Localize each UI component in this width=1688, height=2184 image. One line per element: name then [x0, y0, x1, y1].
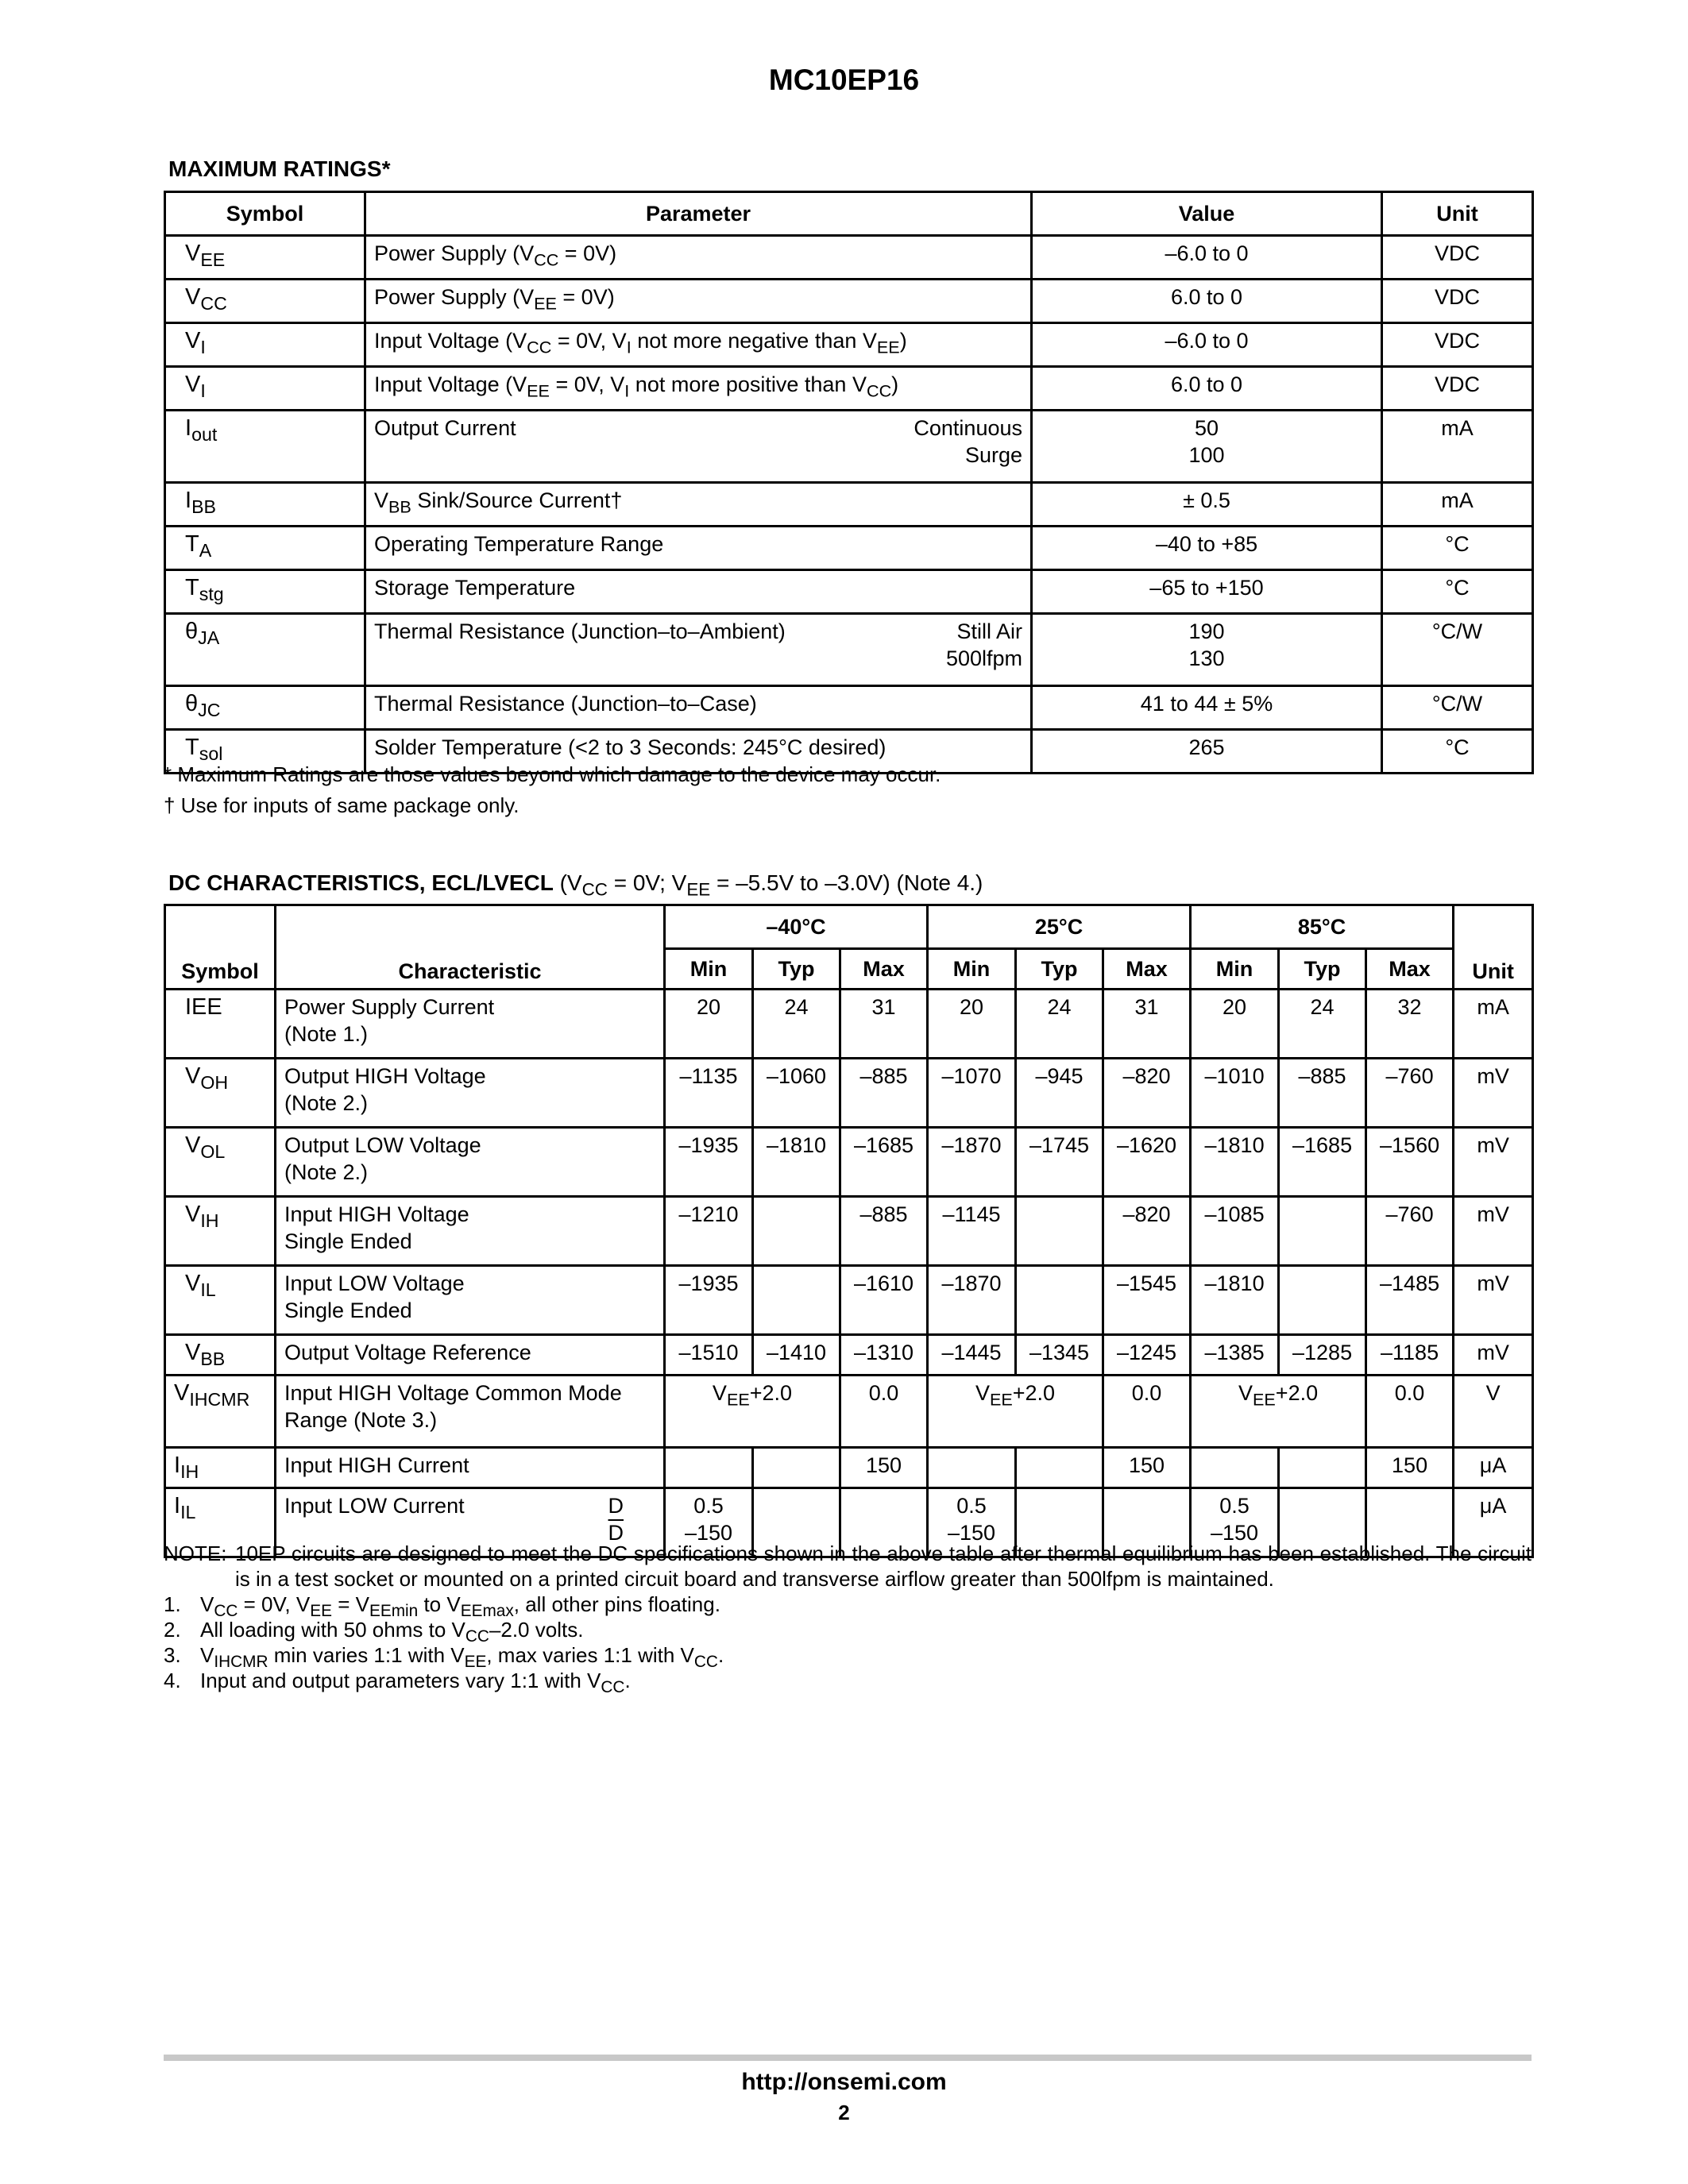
- column-header: Typ: [1016, 949, 1103, 990]
- unit-cell: VDC: [1382, 367, 1533, 411]
- value-cell: –885: [840, 1059, 928, 1128]
- unit-cell: μA: [1454, 1488, 1533, 1557]
- characteristic-cell: Input HIGH Voltage Common Mode Range (Note 3.): [276, 1376, 665, 1448]
- symbol-cell: $T_{sol}$: [165, 730, 365, 774]
- parameter-cell: $V_{BB}$ Sink/Source Current†: [365, 483, 1032, 527]
- column-header: Min: [928, 949, 1016, 990]
- value-cell: –1010: [1191, 1059, 1279, 1128]
- value-cell: –1135: [665, 1059, 753, 1128]
- value-cell: –1810: [1191, 1266, 1279, 1335]
- table-row: [165, 280, 1533, 323]
- value-cell: [753, 1266, 840, 1335]
- table-row: [165, 527, 1533, 570]
- column-header: Parameter: [365, 192, 1032, 236]
- column-header: Symbol: [165, 192, 365, 236]
- value-cell: –1560: [1366, 1128, 1454, 1197]
- value-cell: 0.0: [1366, 1376, 1454, 1448]
- notes-block: [164, 1541, 1532, 1697]
- value-cell: [1191, 1448, 1279, 1488]
- parameter-cell: Thermal Resistance (Junction–to–Ambient) Still Air 500lfpm: [365, 614, 1032, 686]
- value-cell: 31: [1103, 990, 1191, 1059]
- value-cell: –1935: [665, 1266, 753, 1335]
- value-cell: –1545: [1103, 1266, 1191, 1335]
- value-cell: [928, 1448, 1016, 1488]
- value-cell: –1810: [1191, 1128, 1279, 1197]
- value-cell: [665, 1448, 753, 1488]
- page-number: 2: [838, 2101, 850, 2124]
- value-cell: 265: [1032, 730, 1382, 774]
- value-cell: 24: [753, 990, 840, 1059]
- note-general: [164, 1541, 1532, 1592]
- value-cell: $V_{EE}+2.0$: [665, 1376, 840, 1448]
- table-row: [165, 1448, 1533, 1488]
- symbol-cell: $V_I$: [165, 323, 365, 367]
- unit-cell: VDC: [1382, 323, 1533, 367]
- unit-cell: mV: [1454, 1197, 1533, 1266]
- symbol-cell: $V_{OL}$: [165, 1128, 276, 1197]
- symbol-cell: $V_{CC}$: [165, 280, 365, 323]
- table-row: [165, 570, 1533, 614]
- unit-cell: °C/W: [1382, 686, 1533, 730]
- table-row: [165, 1335, 1533, 1376]
- value-cell: 41 to 44 ± 5%: [1032, 686, 1382, 730]
- value-cell: –820: [1103, 1197, 1191, 1266]
- table-row: [165, 1197, 1533, 1266]
- table-row: [165, 1266, 1533, 1335]
- value-cell: 190 130: [1032, 614, 1382, 686]
- column-header: Max: [1366, 949, 1454, 990]
- value-cell: 0.0: [1103, 1376, 1191, 1448]
- unit-cell: μA: [1454, 1448, 1533, 1488]
- value-cell: 150: [840, 1448, 928, 1488]
- unit-cell: mV: [1454, 1059, 1533, 1128]
- value-cell: –1685: [1279, 1128, 1366, 1197]
- value-cell: –1485: [1366, 1266, 1454, 1335]
- value-cell: –1285: [1279, 1335, 1366, 1376]
- column-header: Min: [1191, 949, 1279, 990]
- value-cell: –1445: [928, 1335, 1016, 1376]
- value-cell: –945: [1016, 1059, 1103, 1128]
- characteristic-cell: Output Voltage Reference: [276, 1335, 665, 1376]
- note-3: 3. $V_{IHCMR}$ min varies 1:1 with $V_{EE}$, max varies 1:1 with $V_{CC}$.: [164, 1643, 724, 1672]
- symbol-cell: $V_{IL}$: [165, 1266, 276, 1335]
- value-cell: –885: [1279, 1059, 1366, 1128]
- characteristic-cell: Input LOW Current D $\overline{D}$: [276, 1488, 665, 1557]
- value-cell: –820: [1103, 1059, 1191, 1128]
- parameter-cell: Power Supply $(V_{EE} = 0V)$: [365, 280, 1032, 323]
- value-cell: –1185: [1366, 1335, 1454, 1376]
- column-header: Unit: [1454, 905, 1533, 990]
- value-cell: –1620: [1103, 1128, 1191, 1197]
- column-header: Min: [665, 949, 753, 990]
- value-cell: –1935: [665, 1128, 753, 1197]
- unit-cell: mV: [1454, 1128, 1533, 1197]
- value-cell: –760: [1366, 1059, 1454, 1128]
- value-cell: 6.0 to 0: [1032, 367, 1382, 411]
- value-cell: –1870: [928, 1266, 1016, 1335]
- value-cell: –1385: [1191, 1335, 1279, 1376]
- table-row: [165, 411, 1533, 483]
- symbol-cell: $I_{IH}$: [165, 1448, 276, 1488]
- unit-cell: mV: [1454, 1335, 1533, 1376]
- parameter-cell: Output Current Continuous Surge: [365, 411, 1032, 483]
- parameter-cell: Storage Temperature: [365, 570, 1032, 614]
- temp-header: 85°C: [1191, 905, 1454, 949]
- unit-cell: °C: [1382, 570, 1533, 614]
- value-cell: 24: [1016, 990, 1103, 1059]
- value-cell: [1016, 1266, 1103, 1335]
- unit-cell: V: [1454, 1376, 1533, 1448]
- column-header: Typ: [753, 949, 840, 990]
- dc-characteristics-title: DC CHARACTERISTICS, ECL/LVECL ($V_{CC} = 0V$; $V_{EE} = -5.5V$ to –3.0V) (Note 4.): [168, 870, 983, 900]
- parameter-cell: Power Supply $(V_{CC} = 0V)$: [365, 236, 1032, 280]
- value-cell: 31: [840, 990, 928, 1059]
- value-cell: –1745: [1016, 1128, 1103, 1197]
- dc-characteristics-table: [164, 904, 1534, 1558]
- symbol-cell: $I_{out}$: [165, 411, 365, 483]
- max-ratings-table: [164, 191, 1534, 774]
- symbol-cell: $T_A$: [165, 527, 365, 570]
- value-cell: –1685: [840, 1128, 928, 1197]
- table-row: [165, 367, 1533, 411]
- symbol-cell: $V_I$: [165, 367, 365, 411]
- parameter-cell: Input Voltage ($V_{CC} = 0V$, $V_I$ not more negative than $V_{EE}$): [365, 323, 1032, 367]
- temp-header: –40°C: [665, 905, 928, 949]
- value-cell: –1870: [928, 1128, 1016, 1197]
- unit-cell: VDC: [1382, 280, 1533, 323]
- note-2: 2. All loading with 50 ohms to $V_{CC}-2.0$ volts.: [164, 1618, 584, 1646]
- value-cell: –6.0 to 0: [1032, 323, 1382, 367]
- unit-cell: °C: [1382, 730, 1533, 774]
- unit-cell: mA: [1382, 411, 1533, 483]
- symbol-cell: $V_{BB}$: [165, 1335, 276, 1376]
- value-cell: –1145: [928, 1197, 1016, 1266]
- value-cell: –65 to +150: [1032, 570, 1382, 614]
- table-header-row: [165, 905, 1533, 949]
- value-cell: [1279, 1197, 1366, 1266]
- max-ratings-title: MAXIMUM RATINGS*: [168, 156, 391, 181]
- unit-cell: mV: [1454, 1266, 1533, 1335]
- value-cell: –1810: [753, 1128, 840, 1197]
- page-title: MC10EP16: [768, 64, 920, 96]
- column-header: Max: [1103, 949, 1191, 990]
- table-row: [165, 483, 1533, 527]
- unit-cell: °C: [1382, 527, 1533, 570]
- column-header: Max: [840, 949, 928, 990]
- symbol-cell: $V_{IHCMR}$: [165, 1376, 276, 1448]
- value-cell: [1016, 1197, 1103, 1266]
- value-cell: [753, 1197, 840, 1266]
- value-cell: 0.0: [840, 1376, 928, 1448]
- value-cell: [1279, 1266, 1366, 1335]
- value-cell: –1085: [1191, 1197, 1279, 1266]
- symbol-cell: $T_{stg}$: [165, 570, 365, 614]
- value-cell: [1279, 1448, 1366, 1488]
- value-cell: –6.0 to 0: [1032, 236, 1382, 280]
- value-cell: 50 100: [1032, 411, 1382, 483]
- characteristic-cell: Output LOW Voltage (Note 2.): [276, 1128, 665, 1197]
- value-cell: –1245: [1103, 1335, 1191, 1376]
- unit-cell: °C/W: [1382, 614, 1533, 686]
- unit-cell: mA: [1454, 990, 1533, 1059]
- symbol-cell: $V_{EE}$: [165, 236, 365, 280]
- characteristic-cell: Input HIGH Voltage Single Ended: [276, 1197, 665, 1266]
- value-cell: 20: [1191, 990, 1279, 1059]
- value-cell: –1070: [928, 1059, 1016, 1128]
- symbol-cell: $I_{BB}$: [165, 483, 365, 527]
- value-cell: 20: [928, 990, 1016, 1059]
- value-cell: 6.0 to 0: [1032, 280, 1382, 323]
- table-header-row: [165, 192, 1533, 236]
- characteristic-cell: Output HIGH Voltage (Note 2.): [276, 1059, 665, 1128]
- note-4: 4. Input and output parameters vary 1:1 with $V_{CC}$.: [164, 1669, 631, 1697]
- max-ratings-footnote: * Maximum Ratings are those values beyond which damage to the device may occur.: [164, 762, 941, 786]
- symbol-cell: $V_{IH}$: [165, 1197, 276, 1266]
- column-header: Typ: [1279, 949, 1366, 990]
- value-cell: –760: [1366, 1197, 1454, 1266]
- value-cell: $V_{EE}+2.0$: [928, 1376, 1103, 1448]
- value-cell: 150: [1366, 1448, 1454, 1488]
- symbol-cell: $\theta_{JC}$: [165, 686, 365, 730]
- value-cell: 32: [1366, 990, 1454, 1059]
- value-cell: –1210: [665, 1197, 753, 1266]
- column-header: Value: [1032, 192, 1382, 236]
- parameter-cell: Solder Temperature (<2 to 3 Seconds: 245°C desired): [365, 730, 1032, 774]
- value-cell: 20: [665, 990, 753, 1059]
- value-cell: –1610: [840, 1266, 928, 1335]
- characteristic-cell: Input HIGH Current: [276, 1448, 665, 1488]
- note-text: 10EP circuits are designed to meet the DC specifications shown in the above table after thermal equilibrium has been established. The circuit is in a test socket or mounted on a printed circuit board and transverse airflow greater than 500lfpm is maintained.: [235, 1542, 1532, 1591]
- table-row: [165, 614, 1533, 686]
- symbol-cell: IEE: [165, 990, 276, 1059]
- footer-link[interactable]: http://onsemi.com: [741, 2069, 947, 2095]
- table-row: [165, 323, 1533, 367]
- parameter-cell: Operating Temperature Range: [365, 527, 1032, 570]
- value-cell: 0.5 –150: [928, 1488, 1016, 1557]
- characteristic-cell: Input LOW Voltage Single Ended: [276, 1266, 665, 1335]
- value-cell: 24: [1279, 990, 1366, 1059]
- max-ratings-footnote: † Use for inputs of same package only.: [164, 793, 520, 817]
- table-row: [165, 1128, 1533, 1197]
- value-cell: 0.5 –150: [1191, 1488, 1279, 1557]
- table-row: [165, 1059, 1533, 1128]
- note-1: 1. $V_{CC} = 0V$, $V_{EE} = V_{EEmin}$ to $V_{EEmax}$, all other pins floating.: [164, 1592, 720, 1621]
- value-cell: ± 0.5: [1032, 483, 1382, 527]
- value-cell: –1510: [665, 1335, 753, 1376]
- symbol-cell: $\theta_{JA}$: [165, 614, 365, 686]
- column-header: Unit: [1382, 192, 1533, 236]
- table-row: [165, 686, 1533, 730]
- symbol-cell: $V_{OH}$: [165, 1059, 276, 1128]
- value-cell: $V_{EE}+2.0$: [1191, 1376, 1366, 1448]
- table-row: [165, 990, 1533, 1059]
- table-row: [165, 1376, 1533, 1448]
- value-cell: 0.5 –150: [665, 1488, 753, 1557]
- unit-cell: VDC: [1382, 236, 1533, 280]
- value-cell: –1310: [840, 1335, 928, 1376]
- unit-cell: mA: [1382, 483, 1533, 527]
- value-cell: –1060: [753, 1059, 840, 1128]
- characteristic-cell: Power Supply Current (Note 1.): [276, 990, 665, 1059]
- column-header: Characteristic: [276, 905, 665, 990]
- value-cell: 150: [1103, 1448, 1191, 1488]
- value-cell: [1016, 1448, 1103, 1488]
- temp-header: 25°C: [928, 905, 1191, 949]
- table-row: [165, 236, 1533, 280]
- value-cell: –1410: [753, 1335, 840, 1376]
- value-cell: –885: [840, 1197, 928, 1266]
- footer-divider: [164, 2055, 1532, 2061]
- parameter-cell: Input Voltage ($V_{EE} = 0V$, $V_I$ not more positive than $V_{CC}$): [365, 367, 1032, 411]
- value-cell: [753, 1448, 840, 1488]
- value-cell: –40 to +85: [1032, 527, 1382, 570]
- value-cell: –1345: [1016, 1335, 1103, 1376]
- parameter-cell: Thermal Resistance (Junction–to–Case): [365, 686, 1032, 730]
- symbol-cell: $I_{IL}$: [165, 1488, 276, 1557]
- column-header: Symbol: [165, 905, 276, 990]
- note-label: NOTE:: [164, 1542, 227, 1565]
